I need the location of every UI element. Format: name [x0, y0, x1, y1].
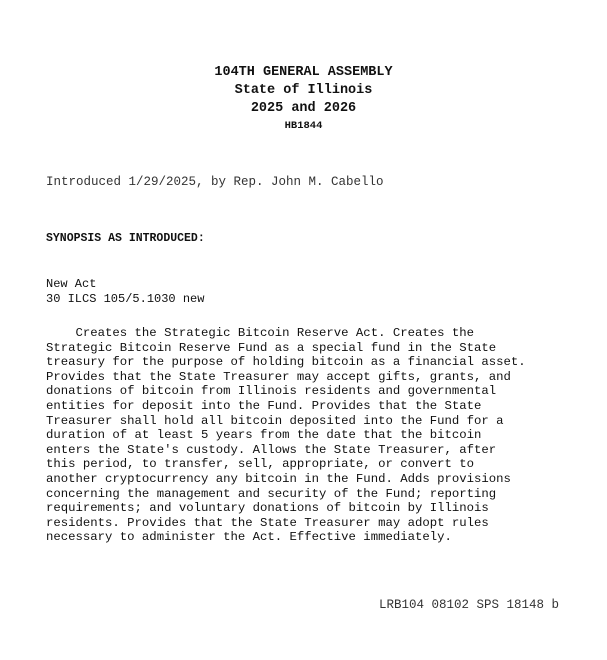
synopsis-line: Treasurer shall hold all bitcoin deposited into the Fund for a [46, 413, 504, 428]
synopsis-line: Creates the Strategic Bitcoin Reserve Act. Creates the [46, 326, 475, 340]
assembly-title: 104TH GENERAL ASSEMBLY [214, 65, 393, 80]
synopsis-line: necessary to administer the Act. Effective immediately. [46, 530, 452, 545]
synopsis-line: duration of at least 5 years from the date that the bitcoin [46, 428, 482, 443]
synopsis-line: another cryptocurrency any bitcoin in the Fund. Adds provisions [46, 471, 511, 486]
session-years: 2025 and 2026 [250, 101, 357, 116]
synopsis-line: concerning the management and security of the Fund; reporting [46, 486, 497, 501]
synopsis-line: requirements; and voluntary donations of bitcoin by Illinois [46, 501, 489, 516]
synopsis-line: entities for deposit into the Fund. Provides that the State [46, 398, 482, 413]
synopsis-heading: SYNOPSIS AS INTRODUCED: [46, 232, 205, 245]
synopsis-line: donations of bitcoin from Illinois residents and governmental [46, 384, 497, 399]
synopsis-line: Provides that the State Treasurer may accept gifts, grants, and [46, 369, 511, 384]
statutory-ref-new-act: New Act [46, 277, 97, 291]
bill-number: HB1844 [284, 120, 323, 132]
lrb-document-code: LRB104 08102 SPS 18148 b [378, 598, 559, 612]
statutory-ref-ilcs: 30 ILCS 105/5.1030 new [46, 291, 205, 306]
synopsis-line: treasury for the purpose of holding bitcoin as a financial asset. [46, 355, 526, 370]
introduction-line: Introduced 1/29/2025, by Rep. John M. Cabello [46, 175, 384, 189]
synopsis-line: residents. Provides that the State Treasurer may adopt rules [46, 515, 489, 530]
synopsis-line: Strategic Bitcoin Reserve Fund as a special fund in the State [46, 340, 497, 355]
statutory-references [46, 277, 204, 306]
synopsis-line: this period, to transfer, sell, appropriate, or convert to [46, 457, 475, 472]
synopsis-body [46, 326, 576, 545]
synopsis-line: enters the State's custody. Allows the State Treasurer, after [46, 442, 497, 457]
state-title: State of Illinois [234, 83, 373, 98]
